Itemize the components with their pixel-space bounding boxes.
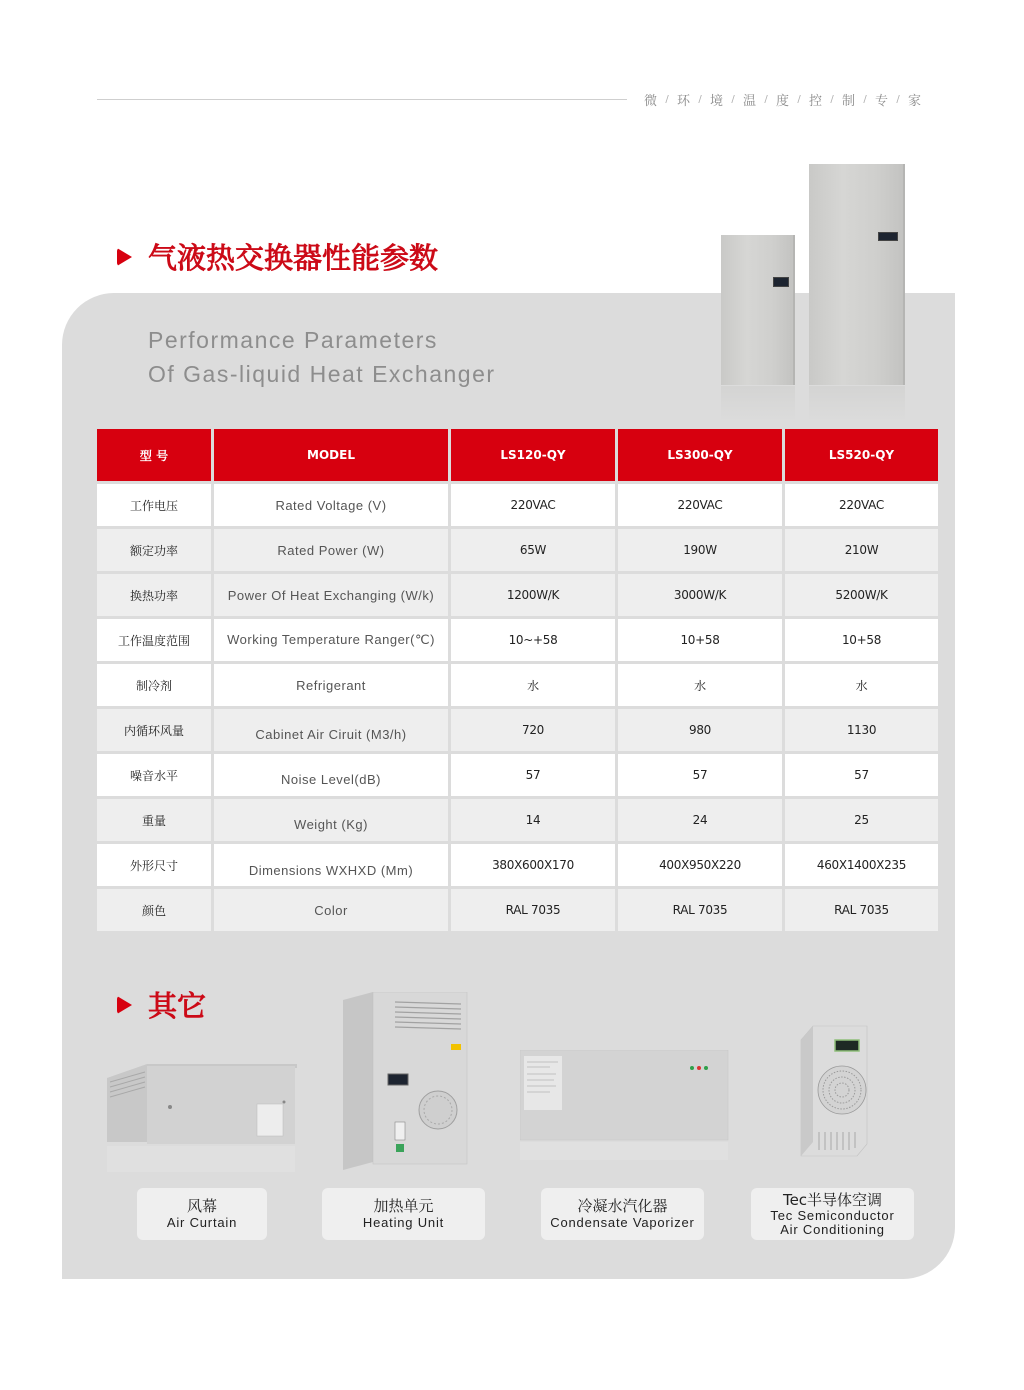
subtitle-line-1: Performance Parameters	[148, 327, 438, 353]
tagline-separator: /	[665, 94, 669, 105]
value-ls300: 57	[618, 754, 782, 796]
param-en: Cabinet Air Ciruit (M3/h)	[214, 709, 448, 751]
header-type-zh: 型 号	[97, 429, 211, 481]
section-title-text: 气液热交换器性能参数	[148, 241, 439, 275]
triangle-right-icon	[117, 248, 132, 266]
label-zh: 加热单元	[373, 1197, 434, 1215]
tagline-separator: /	[731, 94, 735, 105]
subtitle-line-2: Of Gas-liquid Heat Exchanger	[148, 361, 496, 387]
value-ls300: 190W	[618, 529, 782, 571]
param-en: Color	[214, 889, 448, 931]
value-ls120: 57	[451, 754, 615, 796]
section-title-other	[117, 984, 206, 1025]
value-ls120: 1200W/K	[451, 574, 615, 616]
tagline-separator: /	[698, 94, 702, 105]
value-ls520: 210W	[785, 529, 938, 571]
value-ls120: 14	[451, 799, 615, 841]
tagline-separator: /	[830, 94, 834, 105]
param-en: Working Temperature Ranger(℃)	[214, 619, 448, 661]
value-ls120: 380X600X170	[451, 844, 615, 886]
param-zh: 额定功率	[97, 529, 211, 571]
label-en-line-1: Tec Semiconductor	[770, 1208, 895, 1223]
param-en: Weight (Kg)	[214, 799, 448, 841]
value-ls300: 24	[618, 799, 782, 841]
table-row	[97, 529, 938, 571]
table-row	[97, 709, 938, 751]
table-row	[97, 619, 938, 661]
tagline-char: 微	[643, 94, 657, 109]
param-zh: 制冷剂	[97, 664, 211, 706]
label-en-line-2: Air Conditioning	[780, 1222, 885, 1237]
value-ls520: 220VAC	[785, 484, 938, 526]
value-ls520: 1130	[785, 709, 938, 751]
label-en: Heating Unit	[362, 1215, 445, 1230]
product-reflection	[721, 386, 795, 422]
value-ls300: 400X950X220	[618, 844, 782, 886]
label-tec-air-conditioning	[751, 1188, 914, 1240]
param-en: Rated Voltage (V)	[214, 484, 448, 526]
heat-exchanger-small-image	[721, 235, 795, 385]
heating-unit-image	[343, 992, 469, 1182]
param-en: Dimensions WXHXD (Mm)	[214, 844, 448, 886]
section-title-performance	[117, 236, 438, 277]
tagline-char: 家	[907, 94, 921, 109]
value-ls300: 220VAC	[618, 484, 782, 526]
value-ls520: 57	[785, 754, 938, 796]
param-zh: 工作温度范围	[97, 619, 211, 661]
value-ls520: 5200W/K	[785, 574, 938, 616]
tagline-char: 境	[709, 94, 723, 109]
table-row	[97, 664, 938, 706]
air-curtain-image	[107, 1060, 299, 1175]
label-en: Condensate Vaporizer	[550, 1215, 695, 1230]
param-en: Refrigerant	[214, 664, 448, 706]
header-ls120: LS120-QY	[451, 429, 615, 481]
value-ls300: 水	[618, 664, 782, 706]
tagline-separator: /	[764, 94, 768, 105]
tagline-separator: /	[896, 94, 900, 105]
condensate-vaporizer-image	[520, 1050, 730, 1160]
value-ls520: 10+58	[785, 619, 938, 661]
param-zh: 内循环风量	[97, 709, 211, 751]
tagline	[642, 90, 923, 109]
product-reflection	[809, 386, 905, 422]
table-row	[97, 574, 938, 616]
param-en: Noise Level(dB)	[214, 754, 448, 796]
table-row	[97, 889, 938, 931]
heat-exchanger-large-image	[809, 164, 905, 385]
value-ls300: 980	[618, 709, 782, 751]
value-ls300: 10+58	[618, 619, 782, 661]
param-zh: 外形尺寸	[97, 844, 211, 886]
param-en: Power Of Heat Exchanging (W/k)	[214, 574, 448, 616]
table-row	[97, 799, 938, 841]
performance-table	[94, 426, 941, 934]
table-row	[97, 754, 938, 796]
tagline-char: 温	[742, 94, 756, 109]
param-zh: 重量	[97, 799, 211, 841]
tagline-separator: /	[797, 94, 801, 105]
value-ls520: 460X1400X235	[785, 844, 938, 886]
tec-air-conditioner-image	[797, 1022, 872, 1162]
section-subtitle-en	[148, 323, 496, 391]
table-header-row	[97, 429, 938, 481]
condensate-vaporizer-icon	[520, 1050, 730, 1160]
label-zh: Tec半导体空调	[782, 1191, 883, 1209]
value-ls120: 720	[451, 709, 615, 751]
value-ls120: 220VAC	[451, 484, 615, 526]
table-row	[97, 484, 938, 526]
param-en: Rated Power (W)	[214, 529, 448, 571]
display-screen-icon	[773, 277, 789, 287]
tec-air-conditioner-icon	[797, 1022, 872, 1162]
tagline-separator: /	[863, 94, 867, 105]
value-ls120: RAL 7035	[451, 889, 615, 931]
label-en: Air Curtain	[166, 1215, 238, 1230]
heating-unit-icon	[343, 992, 469, 1182]
header-ls520: LS520-QY	[785, 429, 938, 481]
header-divider	[97, 99, 627, 100]
label-condensate-vaporizer	[541, 1188, 704, 1240]
value-ls300: 3000W/K	[618, 574, 782, 616]
label-zh: 冷凝水汽化器	[577, 1197, 668, 1215]
table-row	[97, 844, 938, 886]
section-title-text: 其它	[148, 989, 207, 1023]
header-ls300: LS300-QY	[618, 429, 782, 481]
tagline-char: 环	[676, 94, 690, 109]
tagline-char: 专	[874, 94, 888, 109]
param-zh: 工作电压	[97, 484, 211, 526]
air-curtain-icon	[107, 1060, 299, 1175]
value-ls520: RAL 7035	[785, 889, 938, 931]
value-ls120: 65W	[451, 529, 615, 571]
value-ls520: 25	[785, 799, 938, 841]
value-ls120: 水	[451, 664, 615, 706]
header-model: MODEL	[214, 429, 448, 481]
param-zh: 颜色	[97, 889, 211, 931]
label-heating-unit	[322, 1188, 485, 1240]
display-screen-icon	[878, 232, 898, 241]
value-ls300: RAL 7035	[618, 889, 782, 931]
tagline-char: 控	[808, 94, 822, 109]
triangle-right-icon	[117, 996, 132, 1014]
label-air-curtain	[137, 1188, 267, 1240]
value-ls520: 水	[785, 664, 938, 706]
label-zh: 风幕	[186, 1197, 217, 1215]
tagline-char: 制	[841, 94, 855, 109]
param-zh: 换热功率	[97, 574, 211, 616]
tagline-char: 度	[775, 94, 789, 109]
value-ls120: 10~+58	[451, 619, 615, 661]
param-zh: 噪音水平	[97, 754, 211, 796]
